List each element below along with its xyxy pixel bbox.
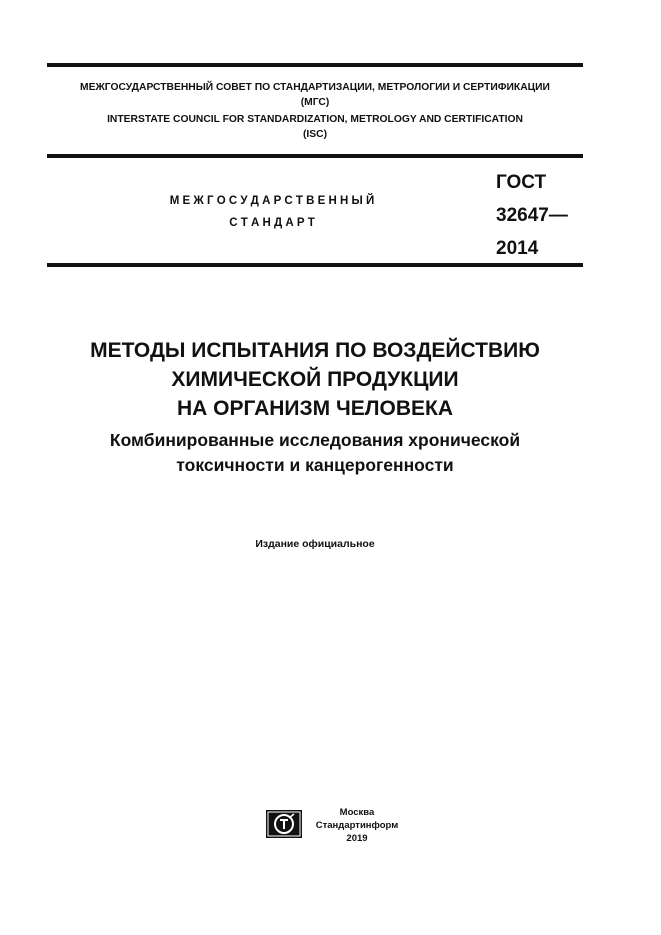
subtitle-line1: Комбинированные исследования хронической	[109, 430, 521, 450]
council-ru-abbr: (МГС)	[300, 97, 330, 108]
main-title-line3: НА ОРГАНИЗМ ЧЕЛОВЕКА	[177, 397, 453, 420]
main-title-line1: МЕТОДЫ ИСПЫТАНИЯ ПО ВОЗДЕЙСТВИЮ	[90, 339, 540, 362]
standard-label	[130, 190, 414, 234]
council-en-abbr: (ISC)	[302, 129, 328, 140]
main-title-line2: ХИМИЧЕСКОЙ ПРОДУКЦИИ	[171, 368, 459, 391]
standartinform-logo-icon	[265, 809, 303, 839]
subtitle	[40, 428, 590, 478]
council-ru	[47, 80, 583, 110]
council-en	[47, 112, 583, 142]
gost-line2: 32647—	[496, 205, 568, 226]
top-rule	[47, 63, 583, 67]
council-ru-name: МЕЖГОСУДАРСТВЕННЫЙ СОВЕТ ПО СТАНДАРТИЗАЦИИ, МЕТРОЛОГИИ И СЕРТИФИКАЦИИ	[80, 82, 550, 93]
bottom-rule	[47, 263, 583, 267]
middle-rule	[47, 154, 583, 158]
standard-label-line2: С Т А Н Д А Р Т	[229, 217, 315, 229]
publisher-info	[312, 806, 402, 845]
subtitle-line2: токсичности и канцерогенности	[176, 455, 454, 475]
gost-line3: 2014	[496, 238, 539, 259]
publisher-year: 2019	[346, 833, 368, 844]
main-title	[40, 336, 590, 423]
edition-note: Издание официальное	[255, 538, 375, 550]
publisher-name: Стандартинформ	[315, 820, 399, 831]
council-en-name: INTERSTATE COUNCIL FOR STANDARDIZATION, METROLOGY AND CERTIFICATION	[107, 114, 523, 125]
gost-number	[496, 166, 606, 265]
gost-line1: ГОСТ	[496, 172, 547, 193]
publisher-city: Москва	[339, 807, 375, 818]
standard-label-line1: М Е Ж Г О С У Д А Р С Т В Е Н Н Ы Й	[169, 195, 375, 207]
